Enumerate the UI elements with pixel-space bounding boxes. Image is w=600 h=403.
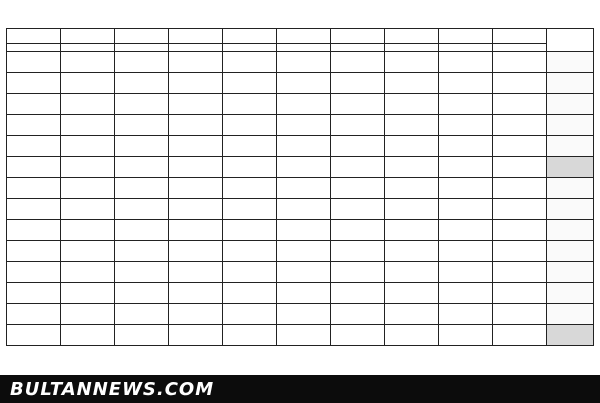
schedule-cell: [277, 241, 331, 262]
venue-header: [493, 29, 547, 44]
schedule-cell: [277, 136, 331, 157]
schedule-cell: [61, 73, 115, 94]
schedule-cell: [169, 199, 223, 220]
schedule-cell: [115, 94, 169, 115]
venue-header: [115, 29, 169, 44]
schedule-cell: [439, 325, 493, 346]
day-row: [7, 241, 594, 262]
schedule-cell: [439, 94, 493, 115]
schedule-cell: [385, 115, 439, 136]
day-row: [7, 115, 594, 136]
schedule-cell: [385, 73, 439, 94]
schedule-cell: [61, 220, 115, 241]
schedule-cell: [61, 325, 115, 346]
schedule-cell: [331, 199, 385, 220]
schedule-cell: [277, 325, 331, 346]
schedule-cell: [61, 94, 115, 115]
schedule-cell: [385, 199, 439, 220]
schedule-cell: [115, 73, 169, 94]
schedule-cell: [493, 52, 547, 73]
schedule-cell: [61, 241, 115, 262]
schedule-cell: [385, 220, 439, 241]
schedule-cell: [493, 157, 547, 178]
day-cell: [547, 94, 594, 115]
schedule-cell: [223, 325, 277, 346]
schedule-cell: [277, 220, 331, 241]
day-row: [7, 94, 594, 115]
schedule-cell: [277, 199, 331, 220]
schedule-cell: [277, 304, 331, 325]
schedule-cell: [61, 178, 115, 199]
schedule-table: [6, 28, 594, 346]
schedule-cell: [439, 178, 493, 199]
schedule-cell: [223, 115, 277, 136]
schedule-cell: [439, 73, 493, 94]
schedule-cell: [277, 115, 331, 136]
day-row: [7, 304, 594, 325]
day-cell: [547, 52, 594, 73]
schedule-cell: [331, 136, 385, 157]
schedule-cell: [115, 115, 169, 136]
schedule-cell: [439, 115, 493, 136]
day-cell: [547, 325, 594, 346]
schedule-cell: [331, 157, 385, 178]
venue-header-row: [7, 29, 594, 44]
day-row: [7, 73, 594, 94]
day-row: [7, 220, 594, 241]
day-cell: [547, 262, 594, 283]
schedule-cell: [115, 136, 169, 157]
schedule-cell: [223, 283, 277, 304]
schedule-cell: [277, 52, 331, 73]
schedule-cell: [277, 283, 331, 304]
venue-subheader: [331, 44, 385, 52]
schedule-cell: [385, 178, 439, 199]
schedule-cell: [7, 115, 61, 136]
site-banner: [0, 375, 600, 403]
schedule-cell: [493, 241, 547, 262]
day-row: [7, 52, 594, 73]
schedule-cell: [223, 262, 277, 283]
venue-header: [169, 29, 223, 44]
venue-subheader: [169, 44, 223, 52]
schedule-cell: [223, 94, 277, 115]
day-cell: [547, 283, 594, 304]
schedule-cell: [223, 241, 277, 262]
schedule-cell: [61, 157, 115, 178]
site-watermark: BULTANNEWS.COM: [10, 378, 215, 400]
venue-header: [439, 29, 493, 44]
schedule-cell: [331, 325, 385, 346]
schedule-cell: [7, 304, 61, 325]
schedule-cell: [223, 220, 277, 241]
schedule-cell: [61, 262, 115, 283]
schedule-cell: [331, 52, 385, 73]
schedule-cell: [493, 115, 547, 136]
schedule-cell: [331, 220, 385, 241]
schedule-cell: [385, 262, 439, 283]
venue-header: [277, 29, 331, 44]
schedule-cell: [223, 52, 277, 73]
schedule-cell: [223, 136, 277, 157]
venue-subheader: [7, 44, 61, 52]
schedule-cell: [7, 94, 61, 115]
schedule-cell: [169, 73, 223, 94]
day-cell: [547, 115, 594, 136]
schedule-cell: [385, 241, 439, 262]
schedule-cell: [223, 304, 277, 325]
day-cell: [547, 157, 594, 178]
day-cell: [547, 178, 594, 199]
schedule-cell: [493, 304, 547, 325]
schedule-cell: [7, 283, 61, 304]
schedule-cell: [115, 262, 169, 283]
schedule-cell: [7, 136, 61, 157]
schedule-cell: [115, 283, 169, 304]
schedule-cell: [385, 157, 439, 178]
schedule-cell: [493, 220, 547, 241]
day-row: [7, 325, 594, 346]
day-cell: [547, 73, 594, 94]
schedule-cell: [7, 52, 61, 73]
schedule-cell: [169, 136, 223, 157]
day-row: [7, 136, 594, 157]
schedule-cell: [277, 157, 331, 178]
schedule-cell: [169, 52, 223, 73]
schedule-cell: [223, 178, 277, 199]
schedule-cell: [169, 115, 223, 136]
schedule-cell: [385, 94, 439, 115]
schedule-cell: [493, 325, 547, 346]
schedule-cell: [331, 283, 385, 304]
schedule-cell: [7, 178, 61, 199]
schedule-cell: [61, 304, 115, 325]
day-row: [7, 199, 594, 220]
venue-header: [223, 29, 277, 44]
schedule-cell: [115, 220, 169, 241]
schedule-cell: [7, 325, 61, 346]
schedule-cell: [439, 304, 493, 325]
schedule-cell: [169, 241, 223, 262]
schedule-cell: [277, 94, 331, 115]
schedule-cell: [385, 52, 439, 73]
venue-subheader: [115, 44, 169, 52]
venue-subheader: [277, 44, 331, 52]
schedule-body: [7, 52, 594, 346]
schedule-cell: [223, 73, 277, 94]
schedule-cell: [277, 262, 331, 283]
schedule-cell: [439, 262, 493, 283]
venue-subheader: [61, 44, 115, 52]
schedule-cell: [7, 241, 61, 262]
day-cell: [547, 220, 594, 241]
day-row: [7, 262, 594, 283]
venue-subheader-row: [7, 44, 594, 52]
schedule-cell: [115, 304, 169, 325]
venue-subheader: [439, 44, 493, 52]
schedule-cell: [331, 262, 385, 283]
schedule-cell: [7, 262, 61, 283]
schedule-cell: [277, 178, 331, 199]
document-title: [0, 0, 600, 2]
schedule-cell: [61, 115, 115, 136]
day-cell: [547, 136, 594, 157]
schedule-cell: [277, 73, 331, 94]
schedule-cell: [385, 283, 439, 304]
schedule-cell: [169, 262, 223, 283]
footer-note: [6, 356, 594, 372]
schedule-cell: [493, 94, 547, 115]
venue-header: [7, 29, 61, 44]
schedule-cell: [331, 304, 385, 325]
schedule-cell: [493, 283, 547, 304]
schedule-cell: [439, 52, 493, 73]
schedule-cell: [115, 52, 169, 73]
day-row: [7, 178, 594, 199]
schedule-cell: [331, 73, 385, 94]
day-cell: [547, 304, 594, 325]
venue-header: [61, 29, 115, 44]
schedule-cell: [7, 220, 61, 241]
schedule-cell: [493, 178, 547, 199]
schedule-cell: [493, 199, 547, 220]
schedule-cell: [115, 199, 169, 220]
day-column-header: [547, 29, 594, 52]
venue-header: [385, 29, 439, 44]
schedule-cell: [169, 325, 223, 346]
schedule-cell: [169, 220, 223, 241]
schedule-cell: [61, 199, 115, 220]
day-cell: [547, 199, 594, 220]
schedule-cell: [439, 199, 493, 220]
venue-subheader: [385, 44, 439, 52]
schedule-cell: [7, 73, 61, 94]
document-header: [0, 0, 600, 26]
schedule-cell: [115, 157, 169, 178]
schedule-cell: [439, 283, 493, 304]
schedule-cell: [169, 304, 223, 325]
schedule-cell: [493, 262, 547, 283]
venue-subheader: [493, 44, 547, 52]
schedule-cell: [7, 199, 61, 220]
schedule-cell: [385, 136, 439, 157]
schedule-cell: [331, 115, 385, 136]
schedule-cell: [61, 283, 115, 304]
schedule-cell: [169, 157, 223, 178]
day-row: [7, 283, 594, 304]
day-cell: [547, 241, 594, 262]
schedule-cell: [493, 73, 547, 94]
schedule-cell: [7, 157, 61, 178]
schedule-cell: [331, 94, 385, 115]
schedule-cell: [331, 241, 385, 262]
schedule-cell: [169, 283, 223, 304]
venue-subheader: [223, 44, 277, 52]
day-row: [7, 157, 594, 178]
schedule-cell: [331, 178, 385, 199]
schedule-cell: [61, 136, 115, 157]
schedule-cell: [115, 178, 169, 199]
schedule-cell: [439, 136, 493, 157]
venue-header: [331, 29, 385, 44]
schedule-cell: [115, 325, 169, 346]
schedule-cell: [223, 157, 277, 178]
schedule-cell: [439, 157, 493, 178]
schedule-cell: [61, 52, 115, 73]
schedule-cell: [493, 136, 547, 157]
schedule-cell: [439, 241, 493, 262]
schedule-cell: [169, 178, 223, 199]
schedule-cell: [169, 94, 223, 115]
schedule-cell: [385, 304, 439, 325]
schedule-cell: [115, 241, 169, 262]
schedule-cell: [439, 220, 493, 241]
schedule-cell: [223, 199, 277, 220]
schedule-cell: [385, 325, 439, 346]
